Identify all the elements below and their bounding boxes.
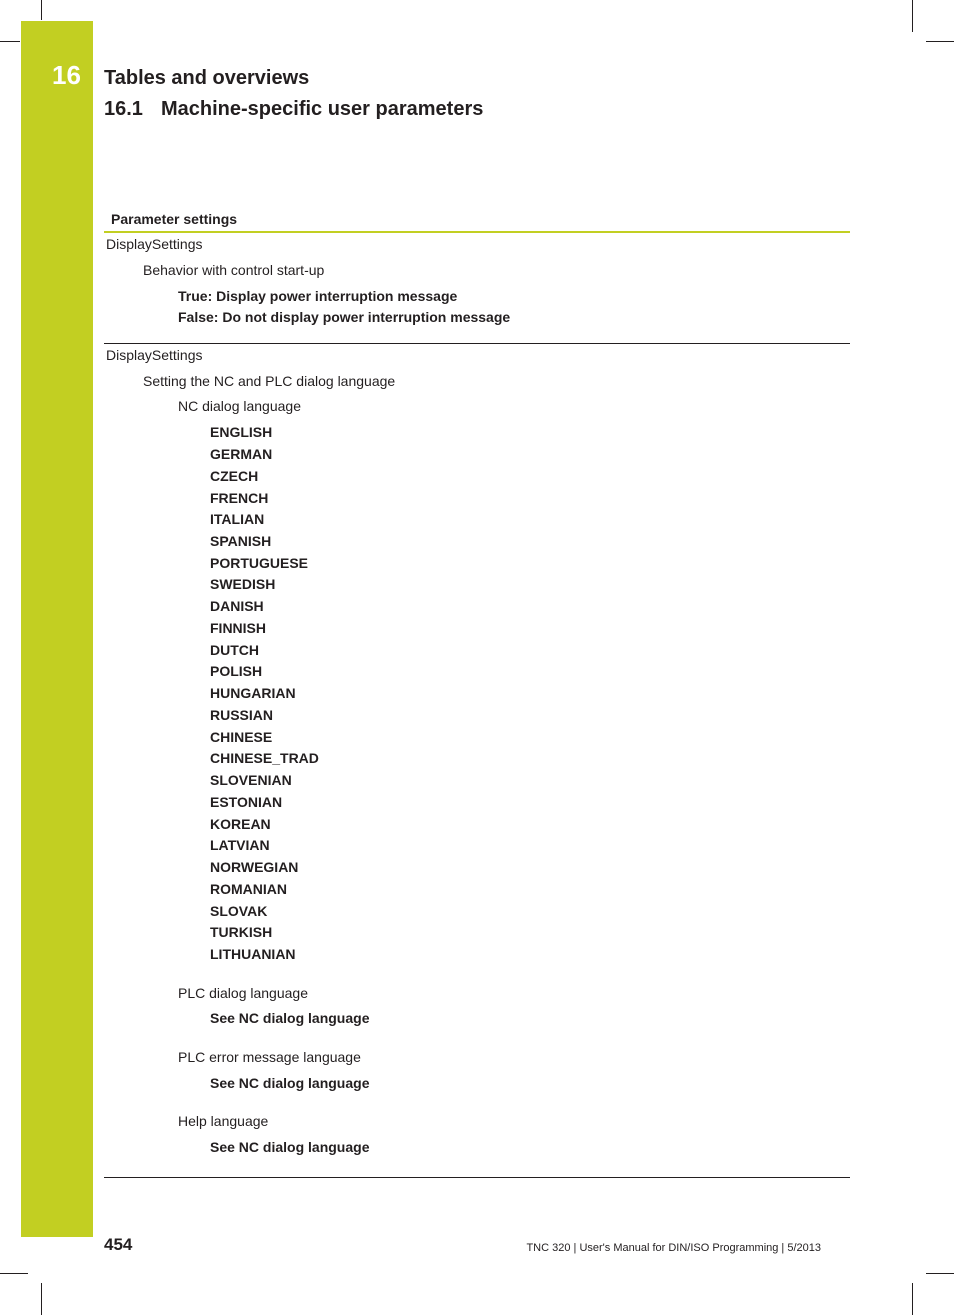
language-option: GERMAN (210, 446, 273, 462)
page-number: 454 (104, 1235, 133, 1254)
plc-error-label: PLC error message language (178, 1049, 361, 1065)
chapter-title: Tables and overviews (104, 67, 310, 89)
help-language-label: Help language (178, 1113, 269, 1129)
language-option: KOREAN (210, 816, 271, 832)
language-option: ITALIAN (210, 511, 265, 527)
plc-error-value: See NC dialog language (210, 1075, 370, 1091)
language-option: ROMANIAN (210, 881, 287, 897)
table-header: Parameter settings (111, 211, 238, 227)
language-option: SPANISH (210, 533, 272, 549)
language-option: ENGLISH (210, 424, 273, 440)
language-option: SLOVAK (210, 903, 268, 919)
language-option: DUTCH (210, 642, 259, 658)
language-option: ESTONIAN (210, 794, 283, 810)
param-group: DisplaySettings (106, 347, 203, 363)
language-option: PORTUGUESE (210, 555, 309, 571)
crop-mark (912, 1283, 913, 1315)
header-divider (104, 231, 850, 233)
row-divider (104, 343, 850, 344)
language-option: POLISH (210, 663, 263, 679)
param-option: False: Do not display power interruption message (178, 309, 511, 325)
row-divider (104, 1177, 850, 1178)
param-option: True: Display power interruption message (178, 288, 458, 304)
language-option: NORWEGIAN (210, 859, 299, 875)
language-option: LATVIAN (210, 837, 270, 853)
crop-mark (926, 1273, 954, 1274)
section-title-text: Machine-specific user parameters (161, 98, 484, 120)
plc-dialog-value: See NC dialog language (210, 1010, 370, 1026)
param-group: DisplaySettings (106, 236, 203, 252)
crop-mark (0, 1273, 28, 1274)
language-option: CZECH (210, 468, 259, 484)
language-option: TURKISH (210, 924, 273, 940)
nc-dialog-label: NC dialog language (178, 398, 301, 414)
section-title (104, 98, 483, 121)
crop-mark (0, 41, 20, 42)
language-option: SWEDISH (210, 576, 276, 592)
plc-dialog-label: PLC dialog language (178, 985, 308, 1001)
crop-mark (912, 0, 913, 32)
language-option: LITHUANIAN (210, 946, 296, 962)
footer-text: TNC 320 | User's Manual for DIN/ISO Programming | 5/2013 (526, 1242, 821, 1254)
language-option: CHINESE (210, 729, 273, 745)
chapter-number: 16 (52, 60, 81, 90)
language-option: RUSSIAN (210, 707, 274, 723)
crop-mark (926, 41, 954, 42)
param-item: Setting the NC and PLC dialog language (143, 373, 396, 389)
crop-mark (41, 0, 42, 20)
language-option: FINNISH (210, 620, 266, 636)
chapter-side-bar (21, 21, 93, 1237)
help-language-value: See NC dialog language (210, 1139, 370, 1155)
crop-mark (41, 1283, 42, 1315)
section-number: 16.1 (104, 98, 143, 120)
language-option: FRENCH (210, 490, 269, 506)
language-option: HUNGARIAN (210, 685, 296, 701)
language-option: CHINESE_TRAD (210, 750, 319, 766)
param-item: Behavior with control start-up (143, 262, 325, 278)
language-option: SLOVENIAN (210, 772, 292, 788)
language-option: DANISH (210, 598, 264, 614)
